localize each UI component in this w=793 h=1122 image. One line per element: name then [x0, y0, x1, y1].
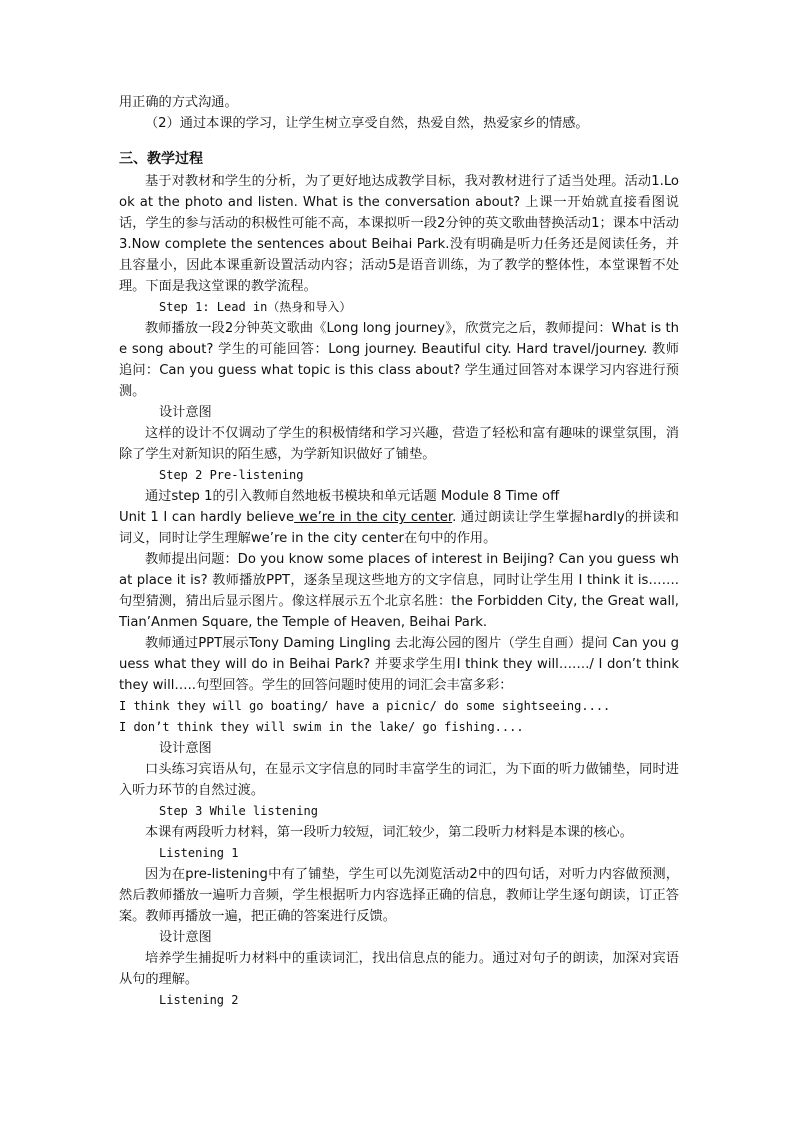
listening-1-paragraph: 因为在pre-listening中有了铺垫，学生可以先浏览活动2中的四句话，对听力内容做预测，然后教师播放一遍听力音频，学生根据听力内容选择正确的信息，教师让学生逐句朗读，订正答案。教师再播放一遍，把正确的答案进行反馈。: [119, 867, 679, 924]
intro-paragraph: 基于对教材和学生的分析，为了更好地达成教学目标，我对教材进行了适当处理。活动1.Look at the photo and listen. What is the conversation about? 上课一开始就直接看图说话，学生的参与活动的积极性可能不高，本课拟听一段2分钟的英文歌曲替换活动1；课本中活动3.Now complete the sentences about Beihai Park.没有明确是听力任务还是阅读任务，并且容量小，因此本课重新设置活动内容；活动5是语音训练，为了教学的整体性，本堂课暂不处理。下面是我这堂课的教学流程。: [119, 174, 679, 294]
step-2-paragraph: [119, 507, 679, 549]
underlined-phrase: we’re in the city center: [294, 510, 453, 525]
objective-2: （2）通过本课的学习，让学生树立享受自然，热爱自然，热爱家乡的情感。: [145, 116, 589, 131]
paragraph-line: 用正确的方式沟通。: [119, 95, 238, 110]
section-heading: 三、教学过程: [119, 151, 203, 167]
unit-title: Unit 1 I can hardly believe: [119, 510, 295, 525]
design-intent-label: 设计意图: [159, 930, 212, 945]
step-2-line: 通过step 1的引入教师自然地板书模块和单元话题 Module 8 Time off: [145, 489, 560, 504]
example-sentence: I don’t think they will swim in the lake/ go fishing....: [119, 720, 524, 734]
step-2-heading: Step 2 Pre-listening: [159, 468, 304, 482]
design-intent-label: 设计意图: [159, 405, 212, 420]
ppt-paragraph: 教师通过PPT展示Tony Daming Lingling 去北海公园的图片（学生自画）提问 Can you guess what they will do in Beihai Park? 并要求学生用I think they will……./ I don’t think they will…..句型回答。学生的回答问题时使用的词汇会丰富多彩：: [119, 636, 679, 693]
step-1-paragraph: 教师播放一段2分钟英文歌曲《Long long journey》，欣赏完之后，教师提问：What is the song about? 学生的可能回答：Long journey. Beautiful city. Hard travel/journey. 教师追问：Can you guess what topic is this class about? 学生通过回答对本课学习内容进行预测。: [119, 321, 679, 399]
question-paragraph: 教师提出问题：Do you know some places of interest in Beijing? Can you guess what place it is? 教师播放PPT，逐条呈现这些地方的文字信息，同时让学生用 I think it is……. 句型猜测，猜出后显示图片。像这样展示五个北京名胜：the Forbidden City, the Great wall, Tian’Anmen Square, the Temple of Heaven, Beihai Park.: [119, 552, 679, 630]
listening-1-label: Listening 1: [159, 846, 239, 860]
step-3-heading: Step 3 While listening: [159, 804, 318, 818]
listening-2-label: Listening 2: [159, 993, 239, 1007]
design-intent-label: 设计意图: [159, 741, 212, 756]
step-2-text: . 通过朗读让学生掌握hardly的拼读和词义，同时让学生理解we’re in the city center在句中的作用。: [119, 510, 679, 546]
design-intent-paragraph: 这样的设计不仅调动了学生的积极情绪和学习兴趣，营造了轻松和富有趣味的课堂氛围，消除了学生对新知识的陌生感，为学新知识做好了铺垫。: [119, 426, 679, 462]
design-intent-paragraph: 培养学生捕捉听力材料中的重读词汇，找出信息点的能力。通过对句子的朗读，加深对宾语从句的理解。: [119, 951, 679, 987]
example-sentence: I think they will go boating/ have a picnic/ do some sightseeing....: [119, 699, 611, 713]
step-1-heading: Step 1: Lead in（热身和导入）: [159, 300, 352, 314]
document-body: [119, 92, 679, 1011]
design-intent-paragraph: 口头练习宾语从句，在显示文字信息的同时丰富学生的词汇，为下面的听力做铺垫，同时进入听力环节的自然过渡。: [119, 762, 679, 798]
listening-overview: 本课有两段听力材料，第一段听力较短，词汇较少，第二段听力材料是本课的核心。: [145, 825, 633, 840]
